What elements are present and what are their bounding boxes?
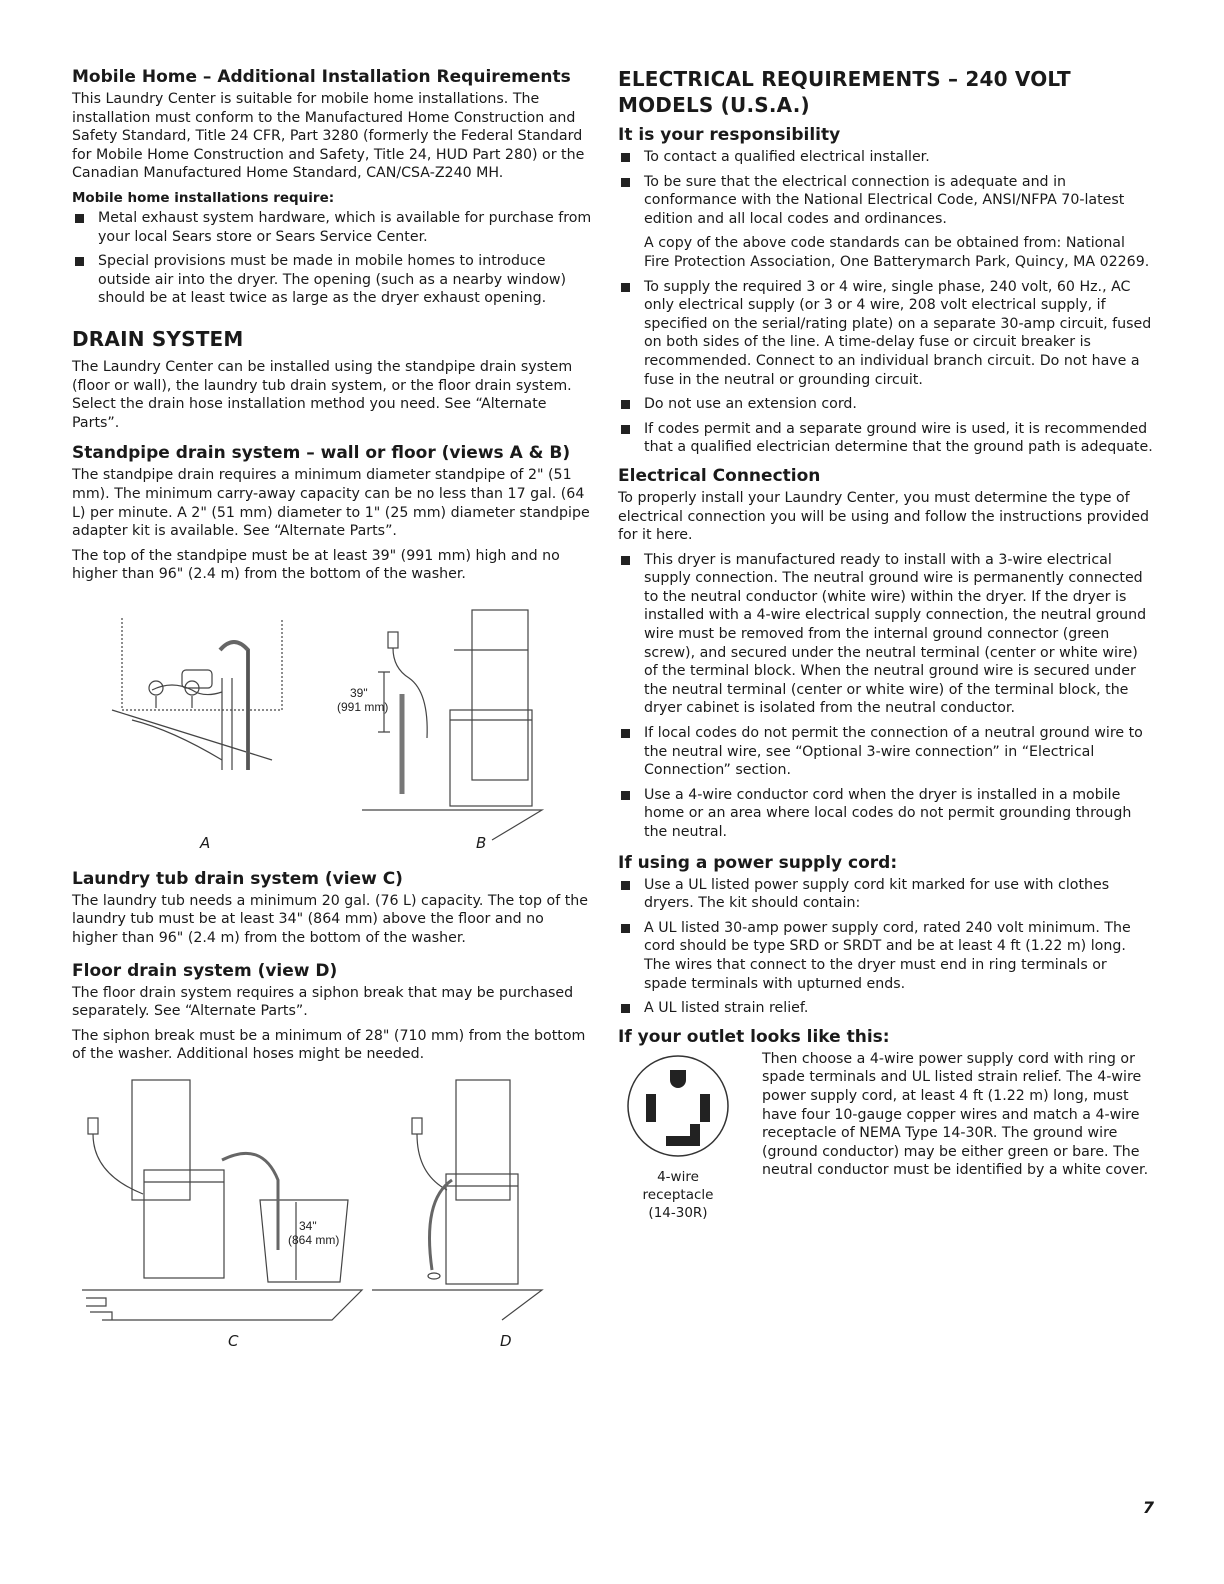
receptacle-14-30r-icon [618, 1050, 738, 1162]
power-cord-list [618, 876, 1154, 1018]
mobile-home-list [72, 209, 592, 308]
figure-views-c-d [72, 1070, 592, 1350]
dimension-label-34: 34" [299, 1219, 317, 1234]
list-item: This dryer is manufactured ready to install with a 3-wire electrical supply connection. The neutral ground wire is permanently connected to the neutral conductor (white wire) within the dryer. If the dryer is installed with a 4-wire electrical supply connection, the neutral ground wire must be removed from the internal ground connector (green screw), and secured under the neutral terminal (center or white wire) of the terminal block. When the neutral ground wire is secured under the neutral terminal (center or white wire) of the terminal block, the dryer cabinet is isolated from the neutral conductor. [618, 551, 1154, 718]
page-number: 7 [1142, 1498, 1154, 1517]
list-item: If codes permit and a separate ground wire is used, it is recommended that a qualified electrician determine that the ground path is adequate. [618, 420, 1154, 457]
caption-b: B [476, 833, 487, 852]
caption-c: C [228, 1332, 239, 1351]
drain-system-intro: The Laundry Center can be installed using the standpipe drain system (floor or wall), the laundry tub drain system, or the floor drain system. Select the drain hose installation method you need. See “Alternate Parts”. [72, 358, 573, 431]
bullet-icon [75, 257, 84, 266]
floor-drain-heading: Floor drain system (view D) [72, 960, 338, 981]
bullet-icon [621, 400, 630, 409]
mobile-home-subheading: Mobile home installations require: [72, 189, 335, 206]
list-item: Special provisions must be made in mobile homes to introduce outside air into the dryer. The opening (such as a nearby window) should be at least twice as large as the dryer exhaust opening. [72, 252, 592, 308]
bullet-icon [75, 214, 84, 223]
bullet-icon [621, 881, 630, 890]
caption-d: D [500, 1332, 512, 1351]
list-item: Use a 4-wire conductor cord when the dryer is installed in a mobile home or an area where local codes do not permit grounding through the neutral. [618, 786, 1154, 842]
floor-drain-text-1: The floor drain system requires a siphon break that may be purchased separately. See “Alternate Parts”. [72, 984, 574, 1020]
bullet-icon [621, 791, 630, 800]
bullet-icon [621, 153, 630, 162]
bullet-icon [621, 283, 630, 292]
standpipe-heading: Standpipe drain system – wall or floor (views A & B) [72, 443, 571, 464]
right-column [618, 66, 1154, 1230]
bullet-icon [621, 1004, 630, 1013]
bullet-icon [621, 556, 630, 565]
list-item: A UL listed strain relief. [618, 999, 1154, 1018]
bullet-icon [621, 924, 630, 933]
list-item: Use a UL listed power supply cord kit marked for use with clothes dryers. The kit should contain: [618, 876, 1154, 913]
code-standards-note: A copy of the above code standards can be obtained from: National Fire Protection Association, One Batterymarch Park, Quincy, MA 02269. [644, 235, 1150, 270]
outlet-section [618, 1050, 1154, 1230]
figure-views-a-b [72, 590, 592, 852]
tub-floor-drain-illustration [72, 1070, 592, 1330]
laundry-tub-heading: Laundry tub drain system (view C) [72, 868, 403, 889]
mobile-home-heading: Mobile Home – Additional Installation Requirements [72, 67, 571, 87]
standpipe-text-1: The standpipe drain requires a minimum diameter standpipe of 2" (51 mm). The minimum carry-away capacity can be no less than 17 gal. (64 L) per minute. A 2" (51 mm) diameter to 1" (25 mm) diameter standpipe adapter kit is available. See “Alternate Parts”. [72, 467, 590, 540]
electrical-connection-list [618, 551, 1154, 842]
caption-a: A [200, 833, 211, 852]
standpipe-text-2: The top of the standpipe must be at least 39" (991 mm) high and no higher than 96" (2.4 m) from the bottom of the washer. [72, 547, 560, 583]
dimension-label-39: 39" [350, 685, 368, 700]
outlet-figure [618, 1050, 738, 1222]
responsibility-list [618, 148, 1154, 457]
power-cord-heading: If using a power supply cord: [618, 852, 898, 873]
list-item: To contact a qualified electrical installer. [618, 148, 1154, 167]
outlet-heading: If your outlet looks like this: [618, 1026, 890, 1047]
mobile-home-intro: This Laundry Center is suitable for mobile home installations. The installation must conform to the Manufactured Home Construction and Safety Standard, Title 24 CFR, Part 3280 (formerly the Federal Standard for Mobile Home Construction and Safety, Title 24, HUD Part 280) or the Canadian Manufactured Home Standard, CAN/CSA-Z240 MH. [72, 91, 585, 182]
bullet-icon [621, 729, 630, 738]
bullet-icon [621, 425, 630, 434]
list-item: A UL listed 30-amp power supply cord, rated 240 volt minimum. The cord should be type SRD or SRDT and be at least 4 ft (1.22 m) long. The wires that connect to the dryer must end in ring terminals or spade terminals with upturned ends. [618, 919, 1154, 993]
left-column [72, 66, 592, 1350]
bullet-icon [621, 178, 630, 187]
list-item: Metal exhaust system hardware, which is available for purchase from your local Sears store or Sears Service Center. [72, 209, 592, 246]
outlet-text: Then choose a 4-wire power supply cord with ring or spade terminals and UL listed strain relief. The 4-wire power supply cord, at least 4 ft (1.22 m) long, must have four 10-gauge copper wires and match a 4-wire receptacle of NEMA Type 14-30R. The ground wire (ground conductor) may be either green or bare. The neutral conductor must be identified by a white cover. [762, 1050, 1149, 1179]
outlet-caption: 4-wire receptacle (14-30R) [642, 1168, 714, 1221]
list-item: Do not use an extension cord. [618, 395, 1154, 414]
electrical-requirements-heading: ELECTRICAL REQUIREMENTS – 240 VOLT MODELS (U.S.A.) [618, 67, 1071, 117]
dimension-label-991mm: (991 mm) [337, 699, 389, 714]
drain-system-heading: DRAIN SYSTEM [72, 326, 244, 351]
list-item: To be sure that the electrical connection is adequate and in conformance with the National Electrical Code, ANSI/NFPA 70-latest edition and all local codes and ordinances. A copy of the above code standards can be obtained from: National Fire Protection Association, One Batterymarch Park, Quincy, MA 02269. [618, 173, 1154, 272]
electrical-connection-heading: Electrical Connection [618, 465, 821, 486]
list-item: To supply the required 3 or 4 wire, single phase, 240 volt, 60 Hz., AC only electrical supply (or 3 or 4 wire, 208 volt electrical supply, if specified on the serial/rating plate) on a separate 30-amp circuit, fused on both sides of the line. A time-delay fuse or circuit breaker is recommended. Connect to an individual branch circuit. Do not have a fuse in the neutral or grounding circuit. [618, 278, 1154, 390]
laundry-tub-text: The laundry tub needs a minimum 20 gal. (76 L) capacity. The top of the laundry tub must be at least 34" (864 mm) above the floor and no higher than 96" (2.4 m) from the bottom of the washer. [72, 892, 589, 947]
floor-drain-text-2: The siphon break must be a minimum of 28" (710 mm) from the bottom of the washer. Additional hoses might be needed. [72, 1027, 586, 1063]
electrical-connection-intro: To properly install your Laundry Center, you must determine the type of electrical connection you will be using and follow the instructions provided for it here. [618, 489, 1149, 544]
responsibility-heading: It is your responsibility [618, 125, 841, 145]
standpipe-illustration [72, 590, 592, 852]
dimension-label-864mm: (864 mm) [288, 1233, 340, 1248]
list-item: If local codes do not permit the connection of a neutral ground wire to the neutral wire, see “Optional 3-wire connection” in “Electrical Connection” section. [618, 724, 1154, 780]
